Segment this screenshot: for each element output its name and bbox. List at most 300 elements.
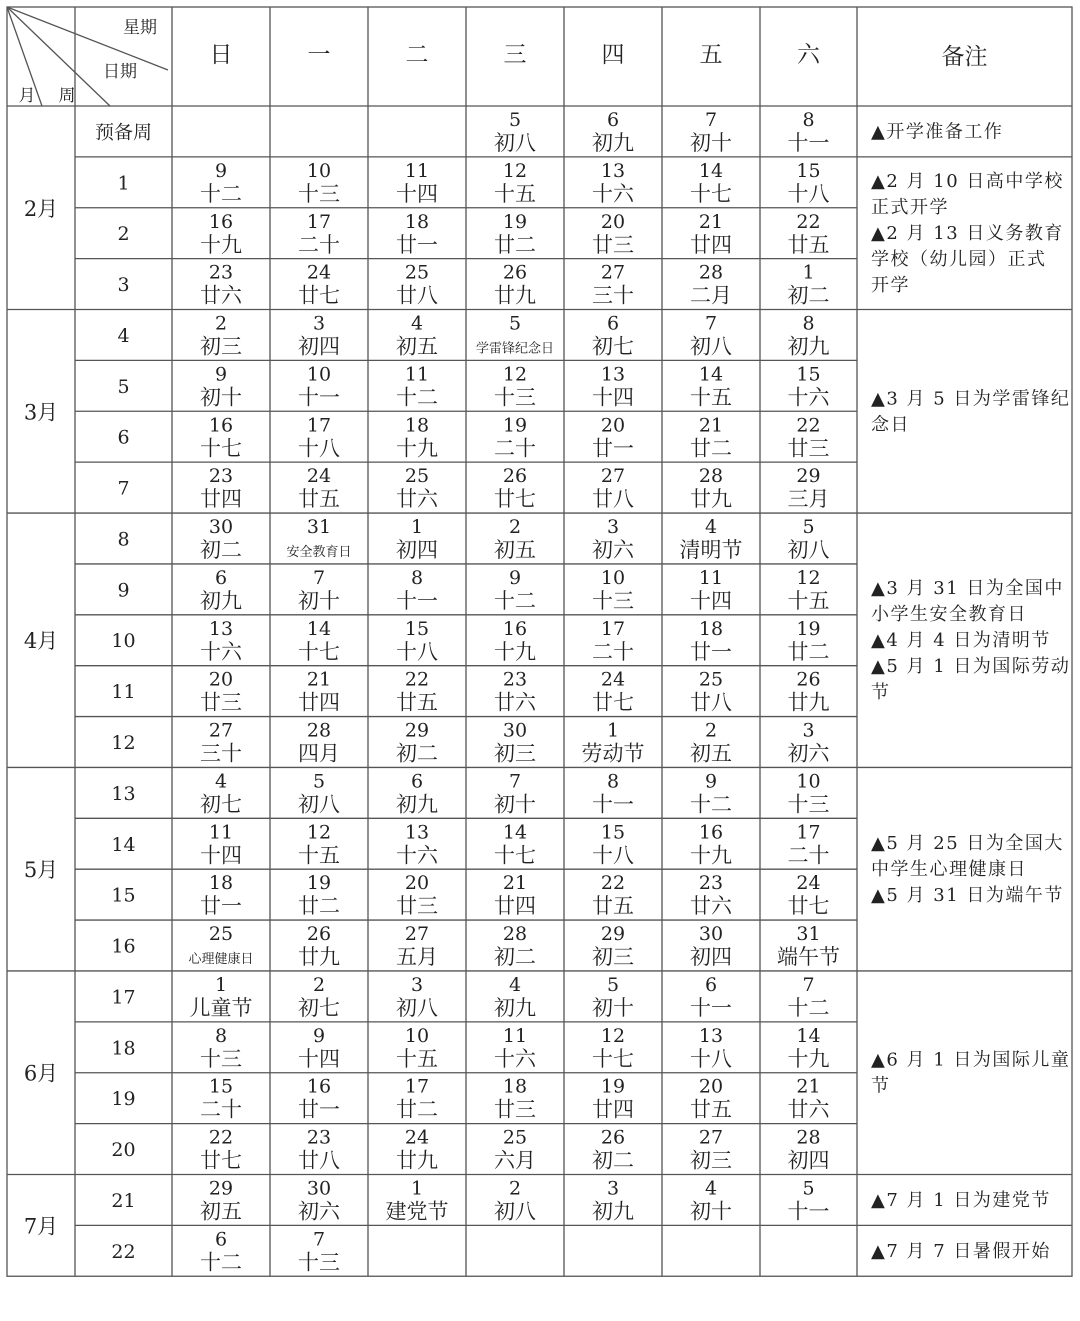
remark-line: ▲3 月 5 日为学雷锋纪 xyxy=(871,388,1071,410)
lunar-date: 初六 xyxy=(787,741,830,766)
day-number: 12 xyxy=(796,566,821,589)
day-number: 7 xyxy=(704,109,718,131)
lunar-date: 初二 xyxy=(787,283,830,308)
day-number: 5 xyxy=(802,1177,815,1200)
lunar-date: 廿一 xyxy=(298,1097,340,1122)
day-number: 27 xyxy=(208,719,234,742)
remark-line: ▲7 月 7 日暑假开始 xyxy=(871,1240,1051,1262)
day-number: 20 xyxy=(208,668,234,691)
day-number: 26 xyxy=(502,261,528,284)
day-number: 5 xyxy=(312,770,326,793)
lunar-date: 二十 xyxy=(787,843,830,868)
lunar-date: 六月 xyxy=(494,1148,536,1173)
day-number: 16 xyxy=(306,1075,332,1098)
lunar-date: 劳动节 xyxy=(581,741,645,766)
lunar-date: 初九 xyxy=(592,131,634,155)
remark-line: ▲4 月 4 日为清明节 xyxy=(871,630,1051,652)
lunar-date: 十三 xyxy=(298,181,340,206)
lunar-date: 十五 xyxy=(298,843,340,868)
lunar-date: 十四 xyxy=(396,181,438,206)
day-number: 26 xyxy=(600,1126,626,1149)
lunar-date: 初四 xyxy=(690,945,732,970)
weekday-header: 三 xyxy=(503,42,527,68)
week-number: 17 xyxy=(111,986,136,1009)
lunar-date: 廿七 xyxy=(787,894,830,919)
lunar-date: 清明节 xyxy=(679,538,743,563)
day-number: 11 xyxy=(502,1024,528,1047)
lunar-date: 四月 xyxy=(298,741,340,766)
weekday-header: 日 xyxy=(209,42,233,68)
lunar-date: 十七 xyxy=(298,639,340,664)
lunar-date: 三十 xyxy=(200,741,242,766)
day-number: 5 xyxy=(508,109,522,131)
day-number: 10 xyxy=(600,566,626,589)
corner-week-label: 周 xyxy=(58,86,76,106)
day-number: 28 xyxy=(698,465,724,488)
day-number: 27 xyxy=(600,465,626,488)
month-label: 3月 xyxy=(23,400,59,425)
day-number: 8 xyxy=(410,566,424,589)
lunar-date: 初三 xyxy=(200,334,242,359)
weekday-header: 六 xyxy=(797,42,820,68)
lunar-date: 廿九 xyxy=(298,945,340,970)
day-number: 19 xyxy=(502,414,528,437)
day-number: 13 xyxy=(600,363,626,386)
lunar-date: 初四 xyxy=(298,334,340,359)
lunar-date: 十八 xyxy=(298,436,340,461)
lunar-date: 十一 xyxy=(396,588,438,613)
lunar-date: 初十 xyxy=(298,588,340,613)
month-label: 2月 xyxy=(23,196,59,221)
remark-line: 念日 xyxy=(871,414,910,436)
day-number: 17 xyxy=(796,821,821,844)
day-number: 1 xyxy=(410,516,424,539)
day-number: 4 xyxy=(214,770,228,793)
lunar-date: 廿五 xyxy=(787,232,830,257)
day-number: 31 xyxy=(306,516,332,539)
day-number: 10 xyxy=(306,363,332,386)
remark-line: ▲5 月 1 日为国际劳动 xyxy=(871,656,1071,678)
day-number: 25 xyxy=(404,465,430,488)
lunar-date: 廿九 xyxy=(787,690,830,715)
corner-diagonal xyxy=(7,7,168,70)
lunar-date: 廿八 xyxy=(690,690,732,715)
week-number: 4 xyxy=(117,324,130,347)
lunar-date: 十五 xyxy=(494,181,536,206)
day-number: 3 xyxy=(606,516,620,539)
lunar-date: 廿一 xyxy=(690,639,732,664)
lunar-date: 十一 xyxy=(787,131,830,155)
lunar-date: 初九 xyxy=(592,1199,634,1224)
day-number: 11 xyxy=(404,363,430,386)
day-number: 3 xyxy=(606,1177,620,1200)
day-number: 14 xyxy=(698,363,724,386)
day-number: 12 xyxy=(502,159,528,182)
week-number: 18 xyxy=(111,1037,136,1060)
lunar-date: 廿四 xyxy=(690,232,732,257)
lunar-date: 廿九 xyxy=(494,283,536,308)
lunar-date: 廿一 xyxy=(396,232,438,257)
week-number: 5 xyxy=(117,375,130,398)
day-number: 11 xyxy=(404,159,430,182)
day-number: 24 xyxy=(306,465,332,488)
lunar-date: 十八 xyxy=(592,843,634,868)
day-number: 15 xyxy=(600,821,626,844)
day-number: 25 xyxy=(404,261,430,284)
lunar-date: 十九 xyxy=(396,436,438,461)
lunar-date: 十三 xyxy=(298,1250,340,1275)
day-number: 23 xyxy=(502,668,528,691)
week-number: 13 xyxy=(111,782,136,805)
week-number: 12 xyxy=(111,732,136,754)
remark-line: 小学生安全教育日 xyxy=(871,604,1027,626)
lunar-date: 初七 xyxy=(298,995,340,1020)
lunar-date: 初三 xyxy=(592,945,634,970)
day-number: 23 xyxy=(208,465,234,488)
remark-line: ▲6 月 1 日为国际儿童 xyxy=(871,1049,1071,1071)
week-number: 6 xyxy=(117,426,130,449)
day-number: 8 xyxy=(606,770,620,793)
remark-line: ▲开学准备工作 xyxy=(871,121,1004,143)
day-number: 19 xyxy=(502,210,528,233)
lunar-date: 初十 xyxy=(592,995,634,1020)
day-number: 25 xyxy=(208,923,234,946)
week-number: 19 xyxy=(111,1088,136,1111)
lunar-date: 廿六 xyxy=(494,690,536,715)
lunar-date: 初十 xyxy=(690,131,732,155)
lunar-date: 初五 xyxy=(690,741,732,766)
day-number: 29 xyxy=(208,1177,234,1200)
lunar-date: 初二 xyxy=(396,741,438,766)
day-number: 5 xyxy=(508,312,522,335)
lunar-date: 初五 xyxy=(200,1199,242,1224)
day-number: 22 xyxy=(600,872,626,895)
day-number: 14 xyxy=(796,1024,821,1047)
day-number: 22 xyxy=(404,668,430,691)
day-number: 7 xyxy=(312,1228,326,1251)
day-number: 20 xyxy=(600,210,626,233)
day-number: 28 xyxy=(796,1126,821,1149)
lunar-date: 十六 xyxy=(787,385,830,410)
lunar-date: 十五 xyxy=(690,385,732,410)
day-number: 23 xyxy=(698,872,724,895)
lunar-date: 建党节 xyxy=(385,1199,449,1224)
week-number: 22 xyxy=(111,1240,136,1263)
day-number: 19 xyxy=(306,872,332,895)
day-number: 8 xyxy=(802,109,815,131)
remark-line: 中学生心理健康日 xyxy=(871,859,1027,881)
lunar-date: 十八 xyxy=(690,1046,732,1071)
day-number: 2 xyxy=(508,516,522,539)
day-number: 15 xyxy=(796,363,821,386)
lunar-date: 十二 xyxy=(200,181,242,206)
lunar-date: 廿二 xyxy=(396,1097,438,1122)
day-number: 5 xyxy=(606,973,620,996)
day-number: 21 xyxy=(698,414,724,437)
lunar-date: 初十 xyxy=(200,385,242,410)
lunar-date: 十二 xyxy=(494,588,536,613)
day-number: 4 xyxy=(410,312,424,335)
day-number: 7 xyxy=(312,566,326,589)
lunar-date: 初五 xyxy=(396,334,438,359)
month-label: 6月 xyxy=(23,1061,59,1086)
day-number: 21 xyxy=(796,1075,821,1098)
lunar-date: 二十 xyxy=(592,639,634,664)
month-label: 5月 xyxy=(23,858,59,883)
lunar-date: 十九 xyxy=(690,843,732,868)
week-number: 15 xyxy=(111,884,136,907)
lunar-date: 十四 xyxy=(200,843,242,868)
lunar-date: 廿四 xyxy=(592,1097,634,1122)
week-number: 20 xyxy=(111,1139,136,1162)
remark-line: ▲5 月 31 日为端午节 xyxy=(871,885,1064,907)
day-number: 6 xyxy=(214,566,228,589)
remark-line: ▲2 月 10 日高中学校 xyxy=(871,171,1064,193)
lunar-date: 廿七 xyxy=(298,283,340,308)
lunar-date: 廿二 xyxy=(298,894,340,919)
week-number: 21 xyxy=(111,1189,136,1212)
day-number: 14 xyxy=(698,159,724,182)
weekday-header: 五 xyxy=(699,42,723,68)
day-number: 24 xyxy=(796,872,821,895)
lunar-date: 廿五 xyxy=(298,487,340,512)
lunar-date: 初五 xyxy=(494,538,536,563)
lunar-date: 十二 xyxy=(690,792,732,817)
lunar-date: 三十 xyxy=(592,283,634,308)
lunar-date: 十四 xyxy=(298,1046,340,1071)
lunar-date: 廿五 xyxy=(592,894,634,919)
month-label: 7月 xyxy=(23,1214,59,1239)
week-number: 9 xyxy=(117,579,130,602)
corner-weekday-label: 星期 xyxy=(123,18,157,38)
lunar-date: 廿二 xyxy=(494,232,536,257)
day-number: 17 xyxy=(306,210,332,233)
week-number: 7 xyxy=(117,477,130,500)
lunar-date: 五月 xyxy=(396,945,438,970)
day-number: 9 xyxy=(704,770,718,793)
lunar-date: 十一 xyxy=(592,792,634,817)
day-number: 17 xyxy=(306,414,332,437)
day-number: 1 xyxy=(214,973,228,996)
day-number: 11 xyxy=(698,566,724,589)
remark-line: ▲2 月 13 日义务教育 xyxy=(871,223,1064,245)
day-number: 21 xyxy=(502,872,528,895)
lunar-date: 十七 xyxy=(690,181,732,206)
lunar-date: 十二 xyxy=(787,995,830,1020)
lunar-date: 初六 xyxy=(592,538,634,563)
lunar-date: 学雷锋纪念日 xyxy=(475,341,555,357)
lunar-date: 十九 xyxy=(787,1046,830,1071)
day-number: 30 xyxy=(306,1177,332,1200)
lunar-date: 初十 xyxy=(690,1199,732,1224)
day-number: 24 xyxy=(404,1126,430,1149)
day-number: 7 xyxy=(508,770,522,793)
day-number: 22 xyxy=(796,210,821,233)
lunar-date: 十三 xyxy=(592,588,634,613)
lunar-date: 十四 xyxy=(690,588,732,613)
week-number: 预备周 xyxy=(94,121,153,144)
calendar-body xyxy=(24,109,840,1274)
day-number: 21 xyxy=(698,210,724,233)
day-number: 10 xyxy=(404,1024,430,1047)
lunar-date: 十九 xyxy=(494,639,536,664)
day-number: 13 xyxy=(600,159,626,182)
remark-line: ▲3 月 31 日为全国中 xyxy=(871,578,1064,600)
day-number: 9 xyxy=(214,363,228,386)
day-number: 12 xyxy=(600,1024,626,1047)
lunar-date: 三月 xyxy=(787,487,830,512)
day-number: 13 xyxy=(208,617,234,640)
lunar-date: 初四 xyxy=(787,1148,830,1173)
day-number: 2 xyxy=(312,973,326,996)
week-number: 3 xyxy=(117,274,130,297)
day-number: 26 xyxy=(796,668,821,691)
week-number: 8 xyxy=(117,528,130,551)
day-number: 17 xyxy=(600,617,626,640)
lunar-date: 十六 xyxy=(494,1046,536,1071)
lunar-date: 十一 xyxy=(690,995,732,1020)
day-number: 27 xyxy=(404,923,430,946)
lunar-date: 初七 xyxy=(200,792,242,817)
lunar-date: 十八 xyxy=(396,639,438,664)
day-number: 30 xyxy=(502,719,528,742)
day-number: 2 xyxy=(704,719,718,742)
lunar-date: 初八 xyxy=(690,334,732,359)
lunar-date: 初三 xyxy=(690,1148,732,1173)
lunar-date: 初二 xyxy=(592,1148,634,1173)
lunar-date: 十六 xyxy=(396,843,438,868)
lunar-date: 二十 xyxy=(200,1097,242,1122)
day-number: 12 xyxy=(306,821,332,844)
day-number: 15 xyxy=(796,159,821,182)
day-number: 20 xyxy=(404,872,430,895)
weekday-header: 四 xyxy=(601,42,625,68)
day-number: 28 xyxy=(502,923,528,946)
day-number: 17 xyxy=(404,1075,430,1098)
lunar-date: 十三 xyxy=(200,1046,242,1071)
lunar-date: 廿七 xyxy=(200,1148,242,1173)
day-number: 24 xyxy=(306,261,332,284)
day-number: 2 xyxy=(214,312,228,335)
day-number: 10 xyxy=(796,770,821,793)
lunar-date: 廿六 xyxy=(200,283,242,308)
lunar-date: 十八 xyxy=(787,181,830,206)
month-label: 4月 xyxy=(23,629,59,654)
day-number: 28 xyxy=(306,719,332,742)
day-number: 18 xyxy=(208,872,234,895)
lunar-date: 十七 xyxy=(592,1046,634,1071)
lunar-date: 初九 xyxy=(396,792,438,817)
lunar-date: 十二 xyxy=(200,1250,242,1275)
lunar-date: 廿八 xyxy=(396,283,438,308)
day-number: 16 xyxy=(208,414,234,437)
day-number: 3 xyxy=(312,312,326,335)
day-number: 29 xyxy=(796,465,821,488)
day-number: 8 xyxy=(214,1024,228,1047)
day-number: 12 xyxy=(502,363,528,386)
day-number: 30 xyxy=(208,516,234,539)
lunar-date: 初九 xyxy=(494,995,536,1020)
lunar-date: 十二 xyxy=(396,385,438,410)
day-number: 27 xyxy=(698,1126,724,1149)
lunar-date: 端午节 xyxy=(777,945,840,970)
day-number: 20 xyxy=(600,414,626,437)
day-number: 26 xyxy=(502,465,528,488)
lunar-date: 廿三 xyxy=(200,690,242,715)
lunar-date: 廿三 xyxy=(494,1097,536,1122)
lunar-date: 初八 xyxy=(494,131,536,155)
day-number: 6 xyxy=(410,770,424,793)
day-number: 25 xyxy=(698,668,724,691)
week-number: 16 xyxy=(111,935,136,958)
remarks-header: 备注 xyxy=(941,44,988,70)
lunar-date: 廿六 xyxy=(690,894,732,919)
day-number: 18 xyxy=(502,1075,528,1098)
lunar-date: 十五 xyxy=(396,1046,438,1071)
day-number: 5 xyxy=(802,516,815,539)
week-number: 14 xyxy=(111,833,136,856)
day-number: 10 xyxy=(306,159,332,182)
lunar-date: 二十 xyxy=(494,436,536,461)
day-number: 22 xyxy=(796,414,821,437)
lunar-date: 初二 xyxy=(494,945,536,970)
day-number: 21 xyxy=(306,668,332,691)
day-number: 23 xyxy=(306,1126,332,1149)
day-number: 22 xyxy=(208,1126,234,1149)
day-number: 13 xyxy=(698,1024,724,1047)
day-number: 19 xyxy=(600,1075,626,1098)
day-number: 31 xyxy=(796,923,821,946)
remark-line: 学校（幼儿园）正式 xyxy=(871,249,1047,271)
lunar-date: 儿童节 xyxy=(189,995,253,1020)
day-number: 6 xyxy=(704,973,718,996)
lunar-date: 初九 xyxy=(200,588,242,613)
day-number: 14 xyxy=(306,617,332,640)
day-number: 6 xyxy=(606,312,620,335)
lunar-date: 二月 xyxy=(690,283,732,308)
lunar-date: 廿一 xyxy=(592,436,634,461)
remarks-column xyxy=(871,121,1070,1261)
lunar-date: 廿一 xyxy=(200,894,242,919)
corner-month-label: 月 xyxy=(18,86,36,106)
remark-line: 节 xyxy=(871,682,891,704)
weekday-header: 二 xyxy=(405,42,429,68)
lunar-date: 十七 xyxy=(200,436,242,461)
lunar-date: 廿二 xyxy=(690,436,732,461)
remark-line: ▲7 月 1 日为建党节 xyxy=(871,1189,1051,1211)
lunar-date: 十六 xyxy=(200,639,242,664)
lunar-date: 安全教育日 xyxy=(286,545,352,561)
lunar-date: 廿五 xyxy=(690,1097,732,1122)
lunar-date: 十九 xyxy=(200,232,242,257)
lunar-date: 十三 xyxy=(787,792,830,817)
day-number: 20 xyxy=(698,1075,724,1098)
lunar-date: 初八 xyxy=(396,995,438,1020)
lunar-date: 廿四 xyxy=(200,487,242,512)
day-number: 4 xyxy=(704,516,718,539)
day-number: 1 xyxy=(410,1177,424,1200)
day-number: 3 xyxy=(410,973,424,996)
day-number: 6 xyxy=(214,1228,228,1251)
lunar-date: 初八 xyxy=(298,792,340,817)
week-number: 2 xyxy=(117,223,130,246)
day-number: 16 xyxy=(698,821,724,844)
lunar-date: 廿六 xyxy=(396,487,438,512)
lunar-date: 廿七 xyxy=(494,487,536,512)
remark-line: 开学 xyxy=(871,275,910,297)
lunar-date: 十七 xyxy=(494,843,536,868)
lunar-date: 初十 xyxy=(494,792,536,817)
